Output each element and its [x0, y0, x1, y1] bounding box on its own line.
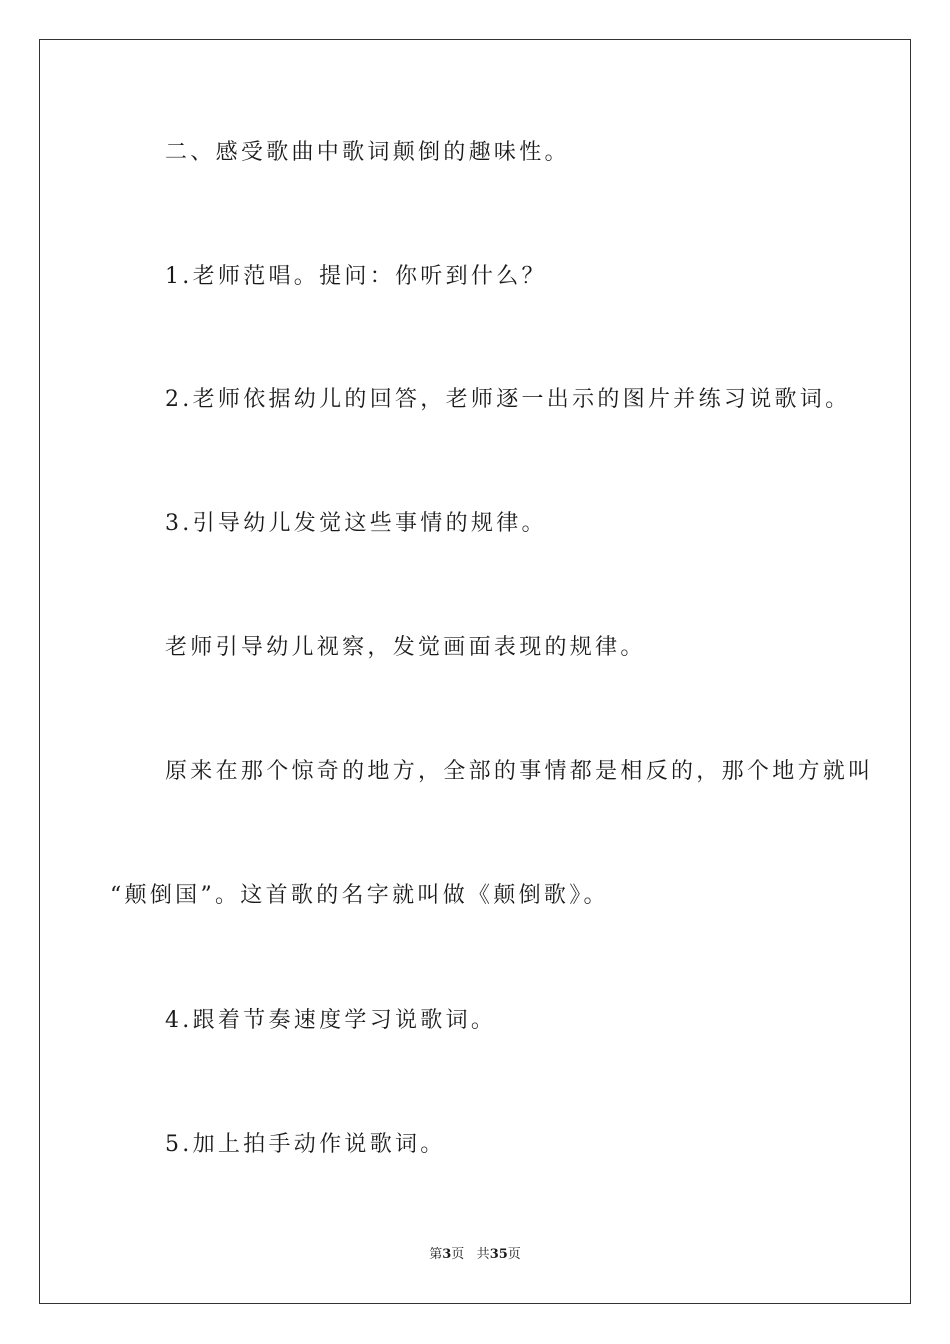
footer-total-prefix: 共 — [476, 1247, 490, 1262]
footer-total-suffix: 页 — [507, 1247, 521, 1262]
paragraph-step-2: 2.老师依据幼儿的回答，老师逐一出示的图片并练习说歌词。 — [165, 387, 851, 412]
page-footer — [0, 1246, 950, 1264]
paragraph-explanation-line-1: 原来在那个惊奇的地方，全部的事情都是相反的，那个地方就叫 — [165, 759, 874, 784]
paragraph-explanation-line-2: “颠倒国”。这首歌的名字就叫做《颠倒歌》。 — [110, 883, 609, 908]
paragraph-step-3: 3.引导幼儿发觉这些事情的规律。 — [165, 511, 547, 536]
footer-total-pages: 35 — [489, 1247, 508, 1262]
page-border — [39, 39, 911, 1304]
paragraph-step-4: 4.跟着节奏速度学习说歌词。 — [165, 1008, 497, 1033]
footer-page-suffix: 页 — [451, 1247, 465, 1262]
paragraph-step-5: 5.加上拍手动作说歌词。 — [165, 1132, 446, 1157]
section-heading: 二、感受歌曲中歌词颠倒的趣味性。 — [165, 140, 570, 165]
paragraph-observe: 老师引导幼儿视察，发觉画面表现的规律。 — [165, 635, 646, 660]
footer-page-prefix: 第 — [429, 1247, 443, 1262]
paragraph-step-1: 1.老师范唱。提问：你听到什么？ — [165, 264, 547, 289]
footer-page-number: 3 — [442, 1247, 452, 1262]
